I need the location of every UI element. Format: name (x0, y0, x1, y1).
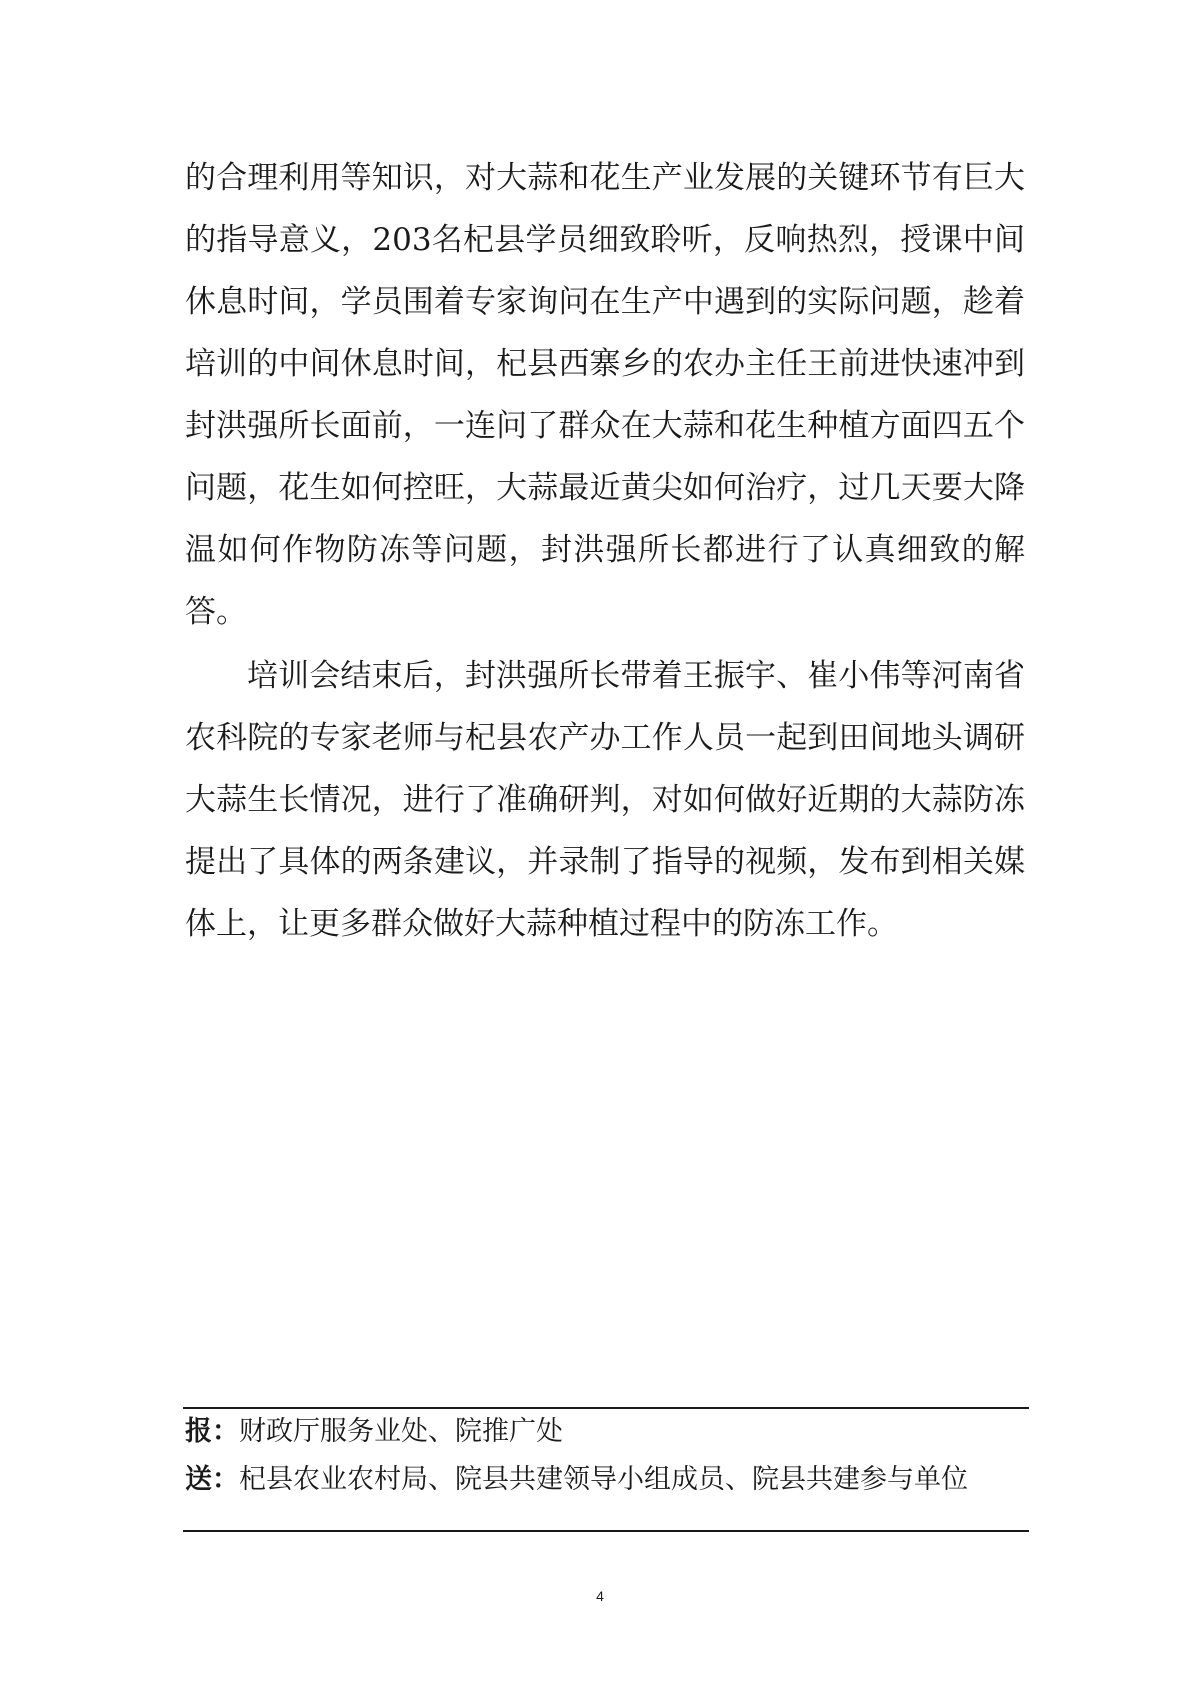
report-label: 报： (185, 1416, 239, 1447)
paragraph-continuation: 的合理利用等知识，对大蒜和花生产业发展的关键环节有巨大的指导意义，203名杞县学员细致聆听，反响热烈，授课中间休息时间，学员围着专家询问在生产中遇到的实际问题，趁着培训的中间休息时间，杞县西寨乡的农办主任王前进快速冲到封洪强所长面前，一连问了群众在大蒜和花生种植方面四五个问题，花生如何控旺，大蒜最近黄尖如何治疗，过几天要大降温如何作物防冻等问题，封洪强所长都进行了认真细致的解答。 (185, 160, 1025, 630)
report-to-line (185, 1412, 1025, 1452)
send-to-line (185, 1460, 1025, 1500)
paragraph-training-end: 培训会结束后，封洪强所长带着王振宇、崔小伟等河南省农科院的专家老师与杞县农产办工作人员一起到田间地头调研大蒜生长情况，进行了准确研判，对如何做好近期的大蒜防冻提出了具体的两条建议，并录制了指导的视频，发布到相关媒体上，让更多群众做好大蒜种植过程中的防冻工作。 (185, 658, 1025, 942)
page-number: 4 (596, 1588, 604, 1604)
distribution-top-rule (183, 1407, 1029, 1409)
send-recipients: 杞县农业农村局、院县共建领导小组成员、院县共建参与单位 (239, 1464, 968, 1495)
report-recipients: 财政厅服务业处、院推广处 (239, 1416, 563, 1447)
body-text (185, 147, 1025, 955)
distribution-bottom-rule (183, 1530, 1029, 1532)
send-label: 送： (185, 1464, 239, 1495)
